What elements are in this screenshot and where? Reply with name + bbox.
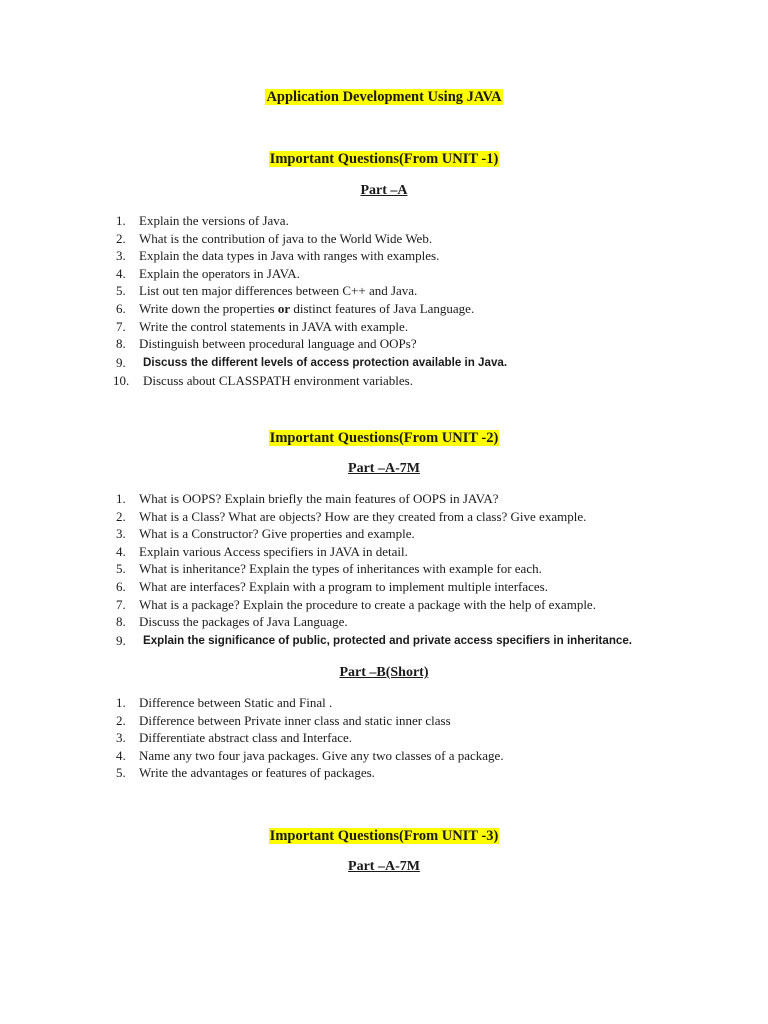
question-text: What is a Class? What are objects? How are they created from a class? Give example. bbox=[139, 508, 587, 524]
unit3-part-a-label: Part –A-7M bbox=[348, 859, 420, 874]
question-text: What is the contribution of java to the World Wide Web. bbox=[139, 230, 433, 246]
list-item bbox=[0, 282, 768, 300]
list-item bbox=[0, 247, 768, 265]
unit2-part-a-label: Part –A-7M bbox=[348, 461, 420, 476]
question-text: Difference between Private inner class and static inner class bbox=[139, 712, 451, 728]
list-item bbox=[0, 490, 768, 508]
unit3-part-a-heading bbox=[0, 858, 768, 876]
list-item bbox=[0, 265, 768, 283]
question-text: Explain the versions of Java. bbox=[139, 213, 289, 228]
question-text: Difference between Static and Final . bbox=[139, 695, 333, 710]
question-text-part: Write down the properties bbox=[139, 300, 278, 316]
question-number: 6. bbox=[116, 578, 126, 594]
question-number: 4. bbox=[116, 265, 126, 281]
question-number: 1. bbox=[116, 491, 126, 506]
list-item bbox=[0, 372, 768, 390]
question-number: 2. bbox=[116, 508, 126, 524]
question-text: Name any two four java packages. Give any two classes of a package. bbox=[139, 747, 504, 763]
question-text: Discuss the different levels of access protection available in Java. bbox=[143, 355, 508, 369]
list-item bbox=[0, 764, 768, 782]
list-item bbox=[0, 613, 768, 631]
question-number: 4. bbox=[116, 747, 126, 763]
list-item bbox=[0, 335, 768, 353]
list-item bbox=[0, 318, 768, 336]
list-item bbox=[0, 560, 768, 578]
list-item bbox=[0, 353, 768, 372]
unit2-heading-text: Important Questions(From UNIT -2) bbox=[269, 430, 499, 446]
list-item bbox=[0, 230, 768, 248]
question-number: 5. bbox=[116, 561, 126, 577]
list-item bbox=[0, 525, 768, 543]
list-item bbox=[0, 300, 768, 318]
question-text: Explain the operators in JAVA. bbox=[139, 265, 300, 281]
question-text: Explain various Access specifiers in JAVA in detail. bbox=[139, 543, 408, 559]
question-text bbox=[139, 300, 474, 318]
unit3-heading-text: Important Questions(From UNIT -3) bbox=[269, 828, 499, 844]
question-number: 7. bbox=[116, 318, 126, 334]
question-text: Write the advantages or features of packages. bbox=[139, 765, 375, 781]
question-number: 4. bbox=[116, 543, 126, 559]
question-text: Differentiate abstract class and Interface. bbox=[139, 730, 353, 746]
question-number: 5. bbox=[116, 283, 126, 299]
question-number: 1. bbox=[116, 213, 126, 228]
list-item bbox=[0, 543, 768, 561]
question-text: What is OOPS? Explain briefly the main features of OOPS in JAVA? bbox=[139, 491, 499, 506]
question-text-part: distinct features of Java Language. bbox=[290, 300, 475, 316]
question-text: Write the control statements in JAVA with example. bbox=[139, 318, 409, 334]
question-number: 8. bbox=[116, 614, 126, 630]
question-number: 9. bbox=[116, 354, 126, 370]
question-number: 6. bbox=[116, 300, 126, 316]
question-text: What is inheritance? Explain the types of inheritances with example for each. bbox=[139, 561, 542, 577]
question-number: 3. bbox=[116, 526, 126, 542]
list-item bbox=[0, 596, 768, 614]
question-text: Distinguish between procedural language and OOPs? bbox=[139, 336, 417, 352]
document-title bbox=[0, 88, 768, 106]
list-item bbox=[0, 729, 768, 747]
unit3-heading bbox=[0, 827, 768, 845]
document-title-text: Application Development Using JAVA bbox=[266, 89, 502, 105]
question-number: 10. bbox=[113, 372, 130, 388]
unit1-heading bbox=[0, 150, 768, 168]
unit1-heading-text: Important Questions(From UNIT -1) bbox=[269, 151, 499, 167]
unit2-part-b-label: Part –B(Short) bbox=[339, 665, 429, 680]
question-number: 3. bbox=[116, 730, 126, 746]
question-number: 9. bbox=[116, 632, 126, 648]
question-number: 8. bbox=[116, 336, 126, 352]
list-item bbox=[0, 631, 768, 650]
unit2-part-a-question-list bbox=[0, 490, 768, 650]
question-text: Explain the significance of public, protected and private access specifiers in inheritance. bbox=[143, 633, 633, 647]
question-number: 2. bbox=[116, 230, 126, 246]
unit1-part-a-heading bbox=[0, 182, 768, 200]
question-number: 2. bbox=[116, 712, 126, 728]
question-text-bold: or bbox=[277, 300, 291, 316]
unit1-question-list bbox=[0, 212, 768, 389]
list-item bbox=[0, 712, 768, 730]
question-text: What is a Constructor? Give properties and example. bbox=[139, 526, 415, 542]
list-item bbox=[0, 212, 768, 230]
unit2-heading bbox=[0, 429, 768, 447]
question-text: List out ten major differences between C++ and Java. bbox=[139, 283, 418, 299]
question-number: 3. bbox=[116, 248, 126, 264]
unit2-part-a-heading bbox=[0, 460, 768, 478]
unit2-part-b-heading bbox=[0, 664, 768, 682]
question-text: Discuss the packages of Java Language. bbox=[139, 614, 348, 630]
unit2-part-b-question-list bbox=[0, 694, 768, 782]
list-item bbox=[0, 694, 768, 712]
list-item bbox=[0, 578, 768, 596]
question-text: What are interfaces? Explain with a program to implement multiple interfaces. bbox=[139, 578, 548, 594]
unit1-part-a-label: Part –A bbox=[360, 183, 408, 198]
question-number: 7. bbox=[116, 596, 126, 612]
question-text: Explain the data types in Java with ranges with examples. bbox=[139, 248, 440, 264]
question-text: Discuss about CLASSPATH environment variables. bbox=[143, 372, 413, 388]
question-number: 1. bbox=[116, 695, 126, 710]
list-item bbox=[0, 508, 768, 526]
question-text: What is a package? Explain the procedure to create a package with the help of example. bbox=[139, 596, 596, 612]
list-item bbox=[0, 747, 768, 765]
question-number: 5. bbox=[116, 765, 126, 781]
